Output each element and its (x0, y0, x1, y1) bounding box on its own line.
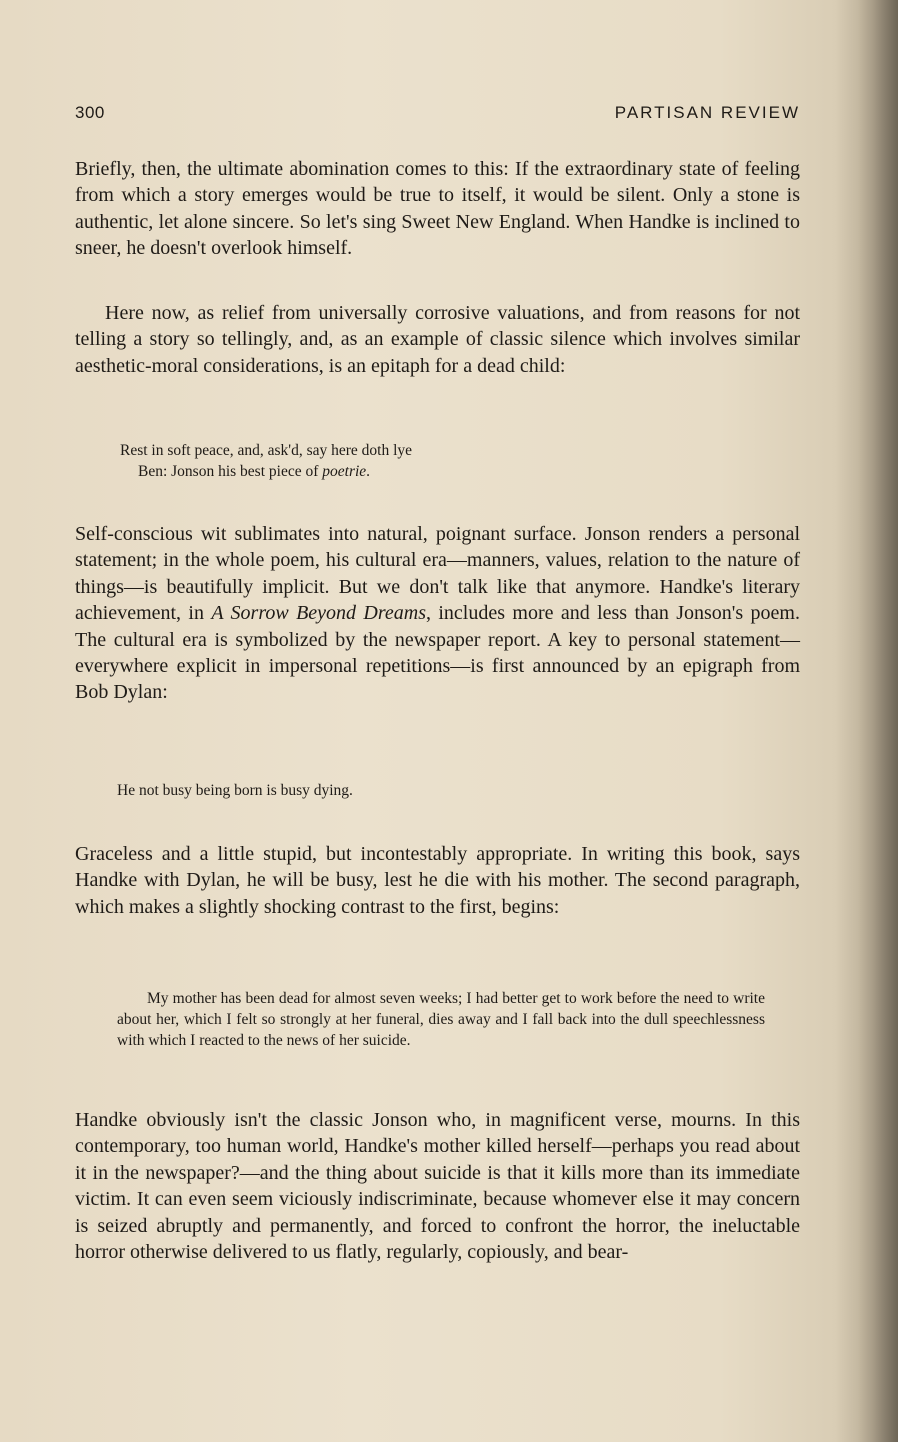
book-title: A Sorrow Beyond Dreams (211, 602, 427, 625)
paragraph-1 (75, 156, 800, 262)
paragraph-3-text-b: , includes more and less than Jonson's poem. The cultural era is symbolized by the newspaper report. A key to personal statement—everywhere explicit in impersonal repetitions—is first announced by an epigraph from Bob Dylan: (75, 602, 800, 704)
paragraph-text (75, 521, 800, 706)
epitaph-line-2-end: . (366, 463, 371, 480)
epitaph-line-2-text: Ben: Jonson his best piece of (138, 463, 323, 480)
handke-quote-text: My mother has been dead for almost seven weeks; I had better get to work before the need to write about her, which I felt so strongly at her funeral, dies away and I fall back into the dull speechlessness with which I reacted to the news of her suicide. (117, 990, 765, 1049)
paragraph-text: Handke obviously isn't the classic Jonson who, in magnificent verse, mourns. In this contemporary, too human world, Handke's mother killed herself—perhaps you read about it in the newspaper?—and the thing about suicide is that it kills more than its immediate victim. It can even seem viciously indiscriminate, because whomever else it may concern is seized abruptly and permanently, and forced to confront the horror, the ineluctable horror otherwise delivered to us flatly, regularly, copiously, and bear- (75, 1109, 800, 1264)
paragraph-text: Briefly, then, the ultimate abomination comes to this: If the extraordinary state of feeling from which a story emerges would be true to itself, it would be silent. Only a stone is authentic, let alone sincere. So let's sing Sweet New England. When Handke is inclined to sneer, he doesn't overlook himself. (75, 158, 800, 260)
running-head: PARTISAN REVIEW (614, 103, 800, 122)
page-header (75, 103, 800, 127)
paragraph-text: Here now, as relief from universally corrosive valuations, and from reasons for not telling a story so tellingly, and, as an example of classic silence which involves similar aesthetic-moral considerations, is an epitaph for a dead child: (75, 302, 800, 377)
dylan-quote: He not busy being born is busy dying. (117, 782, 353, 799)
handke-quote (117, 988, 765, 1051)
paragraph-5 (75, 1107, 800, 1265)
epitaph-quote (120, 440, 720, 482)
paragraph-4 (75, 841, 800, 920)
epitaph-line-2-italic: poetrie (322, 463, 367, 480)
paragraph-3 (75, 521, 800, 706)
dylan-epigraph (117, 780, 717, 801)
paragraph-2 (75, 300, 800, 379)
paragraph-3-text-a: Self-conscious wit sublimates into natural, poignant surface. Jonson renders a personal statement; in the whole poem, his cultural era—manners, values, relation to the nature of things—is beautifully implicit. But we don't talk like that anymore. Handke's literary achievement, in (75, 523, 800, 625)
page-binding-shadow (858, 0, 898, 1442)
epitaph-line-1: Rest in soft peace, and, ask'd, say here doth lye (120, 442, 413, 459)
page-number: 300 (75, 103, 105, 122)
paragraph-text: Graceless and a little stupid, but incontestably appropriate. In writing this book, says Handke with Dylan, he will be busy, lest he die with his mother. The second paragraph, which makes a slightly shocking contrast to the first, begins: (75, 843, 800, 918)
epitaph-line-2 (120, 461, 720, 482)
